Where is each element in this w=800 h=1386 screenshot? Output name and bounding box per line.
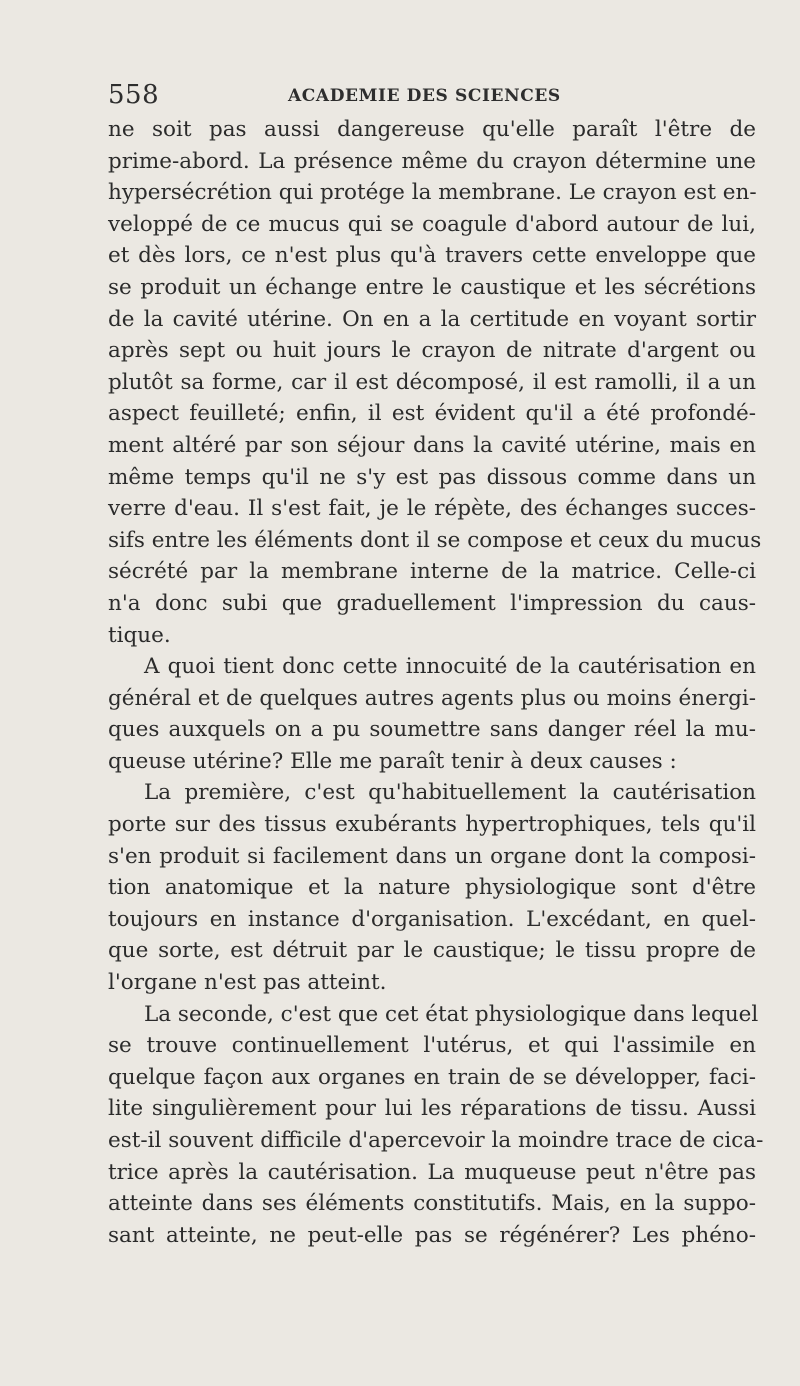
text-line: queuse utérine? Elle me paraît tenir à deux causes : <box>108 748 677 774</box>
text-line: se trouve continuellement l'utérus, et qui l'assimile en <box>108 1033 756 1059</box>
text-line: après sept ou huit jours le crayon de nitrate d'argent ou <box>108 338 756 364</box>
text-line: et dès lors, ce n'est plus qu'à travers cette enveloppe que <box>108 243 756 269</box>
body-text <box>108 114 764 1251</box>
text-line: aspect feuilleté; enfin, il est évident qu'il a été profondé- <box>108 401 756 427</box>
text-line: sant atteinte, ne peut-elle pas se régénérer? Les phéno- <box>108 1222 756 1248</box>
text-line: s'en produit si facilement dans un organe dont la composi- <box>108 843 756 869</box>
text-line: verre d'eau. Il s'est fait, je le répète, des échanges succes- <box>108 496 756 522</box>
text-line: tique. <box>108 622 171 648</box>
text-line: porte sur des tissus exubérants hypertrophiques, tels qu'il <box>108 812 756 838</box>
text-line: atteinte dans ses éléments constitutifs. Mais, en la suppo- <box>108 1191 756 1217</box>
text-line: n'a donc subi que graduellement l'impression du caus- <box>108 590 756 616</box>
text-line: ne soit pas aussi dangereuse qu'elle paraît l'être de <box>108 117 756 142</box>
text-line: de la cavité utérine. On en a la certitude en voyant sortir <box>108 306 756 332</box>
text-line: est-il souvent difficile d'apercevoir la moindre trace de cica- <box>108 1128 764 1153</box>
text-line: La seconde, c'est que cet état physiologique dans lequel <box>144 1001 759 1027</box>
text-line: A quoi tient donc cette innocuité de la cautérisation en <box>144 654 756 680</box>
text-line: plutôt sa forme, car il est décomposé, il est ramolli, il a un <box>108 369 756 395</box>
running-head: ACADEMIE DES SCIENCES <box>288 86 561 106</box>
text-line: toujours en instance d'organisation. L'excédant, en quel- <box>108 906 756 932</box>
page-header <box>108 80 758 116</box>
text-line: trice après la cautérisation. La muqueuse peut n'être pas <box>108 1159 756 1185</box>
text-line: se produit un échange entre le caustique et les sécrétions <box>108 274 756 300</box>
text-line: tion anatomique et la nature physiologique sont d'être <box>108 875 756 901</box>
text-line: prime-abord. La présence même du crayon détermine une <box>108 148 756 174</box>
text-line: l'organe n'est pas atteint. <box>108 970 387 996</box>
text-line: que sorte, est détruit par le caustique; le tissu propre de <box>108 938 756 964</box>
text-line: général et de quelques autres agents plus ou moins énergi- <box>108 685 757 711</box>
text-line: hypersécrétion qui protége la membrane. Le crayon est en- <box>108 180 757 206</box>
text-line: La première, c'est qu'habituellement la cautérisation <box>144 780 756 806</box>
text-line: veloppé de ce mucus qui se coagule d'abord autour de lui, <box>108 211 756 237</box>
text-line: lite singulièrement pour lui les réparations de tissu. Aussi <box>108 1096 756 1122</box>
page-number: 558 <box>108 80 160 110</box>
text-line: ques auxquels on a pu soumettre sans danger réel la mu- <box>108 717 756 743</box>
text-line: ment altéré par son séjour dans la cavité utérine, mais en <box>108 432 756 458</box>
text-line: sifs entre les éléments dont il se compose et ceux du mucus <box>108 527 762 553</box>
text-line: quelque façon aux organes en train de se développer, faci- <box>108 1064 756 1090</box>
text-line: même temps qu'il ne s'y est pas dissous comme dans un <box>108 464 756 490</box>
text-line: sécrété par la membrane interne de la matrice. Celle-ci <box>108 559 756 585</box>
